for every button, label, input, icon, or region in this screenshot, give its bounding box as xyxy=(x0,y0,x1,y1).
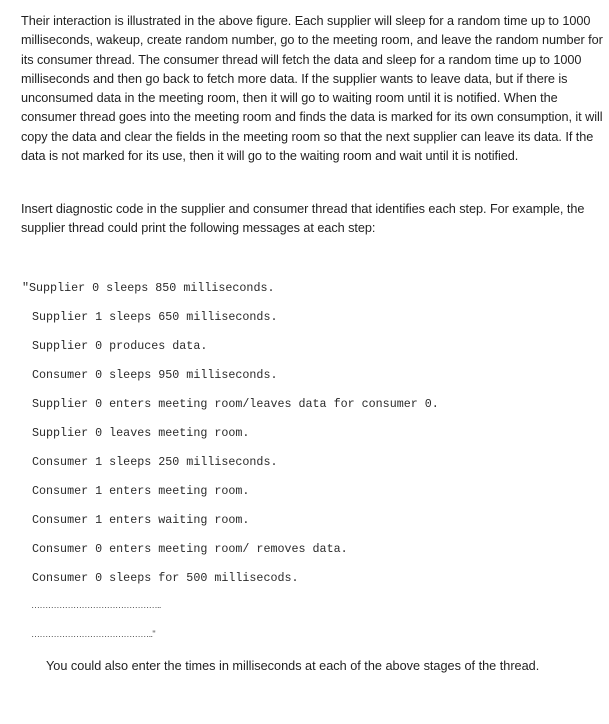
code-line: Supplier 0 leaves meeting room. xyxy=(32,426,250,440)
instruction-paragraph: Insert diagnostic code in the supplier and consumer thread that identifies each step. For example, the supplier thread could print the following messages at each step: xyxy=(21,202,585,236)
code-line: Supplier 0 enters meeting room/leaves data for consumer 0. xyxy=(32,397,439,411)
code-line: Supplier 0 produces data. xyxy=(32,339,208,353)
code-line: Consumer 0 sleeps 950 milliseconds. xyxy=(32,368,278,382)
code-line: Consumer 1 enters meeting room. xyxy=(32,484,250,498)
code-line: Consumer 1 enters waiting room. xyxy=(32,513,250,527)
intro-paragraph: Their interaction is illustrated in the above figure. Each supplier will sleep for a random time up to 1000 milliseconds, wakeup, create random number, go to the meeting room, and leave the random number for its consumer thread. The consumer thread will fetch the data and sleep for a random time up to 1000 milliseconds and then go back to fetch more data. If the supplier wants to leave data, but if there is unconsumed data in the meeting room, then it will go to waiting room until it is notified. When the consumer thread goes into the meeting room and finds the data is marked for its own consumption, it will copy the data and clear the fields in the meeting room so that the next supplier can leave its data. If the data is not marked for its use, then it will go to the waiting room and wait until it is notified. xyxy=(21,14,603,164)
code-line: Supplier 1 sleeps 650 milliseconds. xyxy=(32,310,278,324)
ellipsis-line: …………………………………….." xyxy=(31,629,155,639)
closing-paragraph: You could also enter the times in milliseconds at each of the above stages of the thread. xyxy=(46,659,540,673)
code-line: Consumer 0 enters meeting room/ removes data. xyxy=(32,542,348,556)
code-line: Consumer 1 sleeps 250 milliseconds. xyxy=(32,455,278,469)
code-line: Consumer 0 sleeps for 500 millisecods. xyxy=(32,571,299,585)
code-line: "Supplier 0 sleeps 850 milliseconds. xyxy=(22,281,275,295)
ellipsis-line: ……………………………………….. xyxy=(31,600,161,610)
